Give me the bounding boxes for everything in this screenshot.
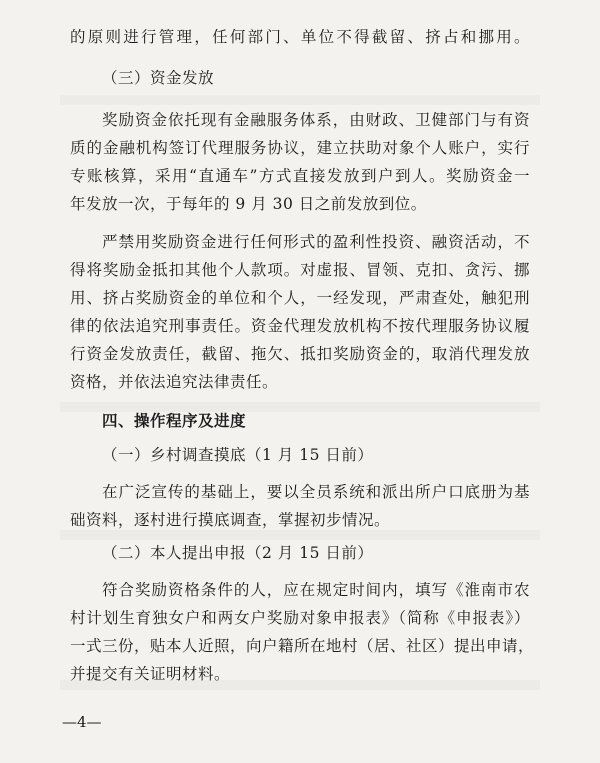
bleed-through-mark [60, 530, 540, 540]
paragraph-line: 础资料，逐村进行摸底调查，掌握初步情况。 [70, 511, 391, 529]
paragraph-line: 年发放一次，于每年的 9 月 30 日之前发放到位。 [70, 195, 427, 213]
page-number: —4— [62, 713, 102, 731]
paragraph-line: 一式三份，贴本人近照，向户籍所在地村（居、社区）提出申请， [70, 637, 535, 655]
paragraph-line: 资格，并依法追究法律责任。 [70, 373, 279, 391]
subsection-heading: （二）本人提出申报（2 月 15 日前） [102, 544, 374, 562]
paragraph-line: 律的依法追究刑事责任。资金代理发放机构不按代理服务协议履 [70, 317, 530, 335]
paragraph-line: 用、挤占奖励资金的单位和个人，一经发现，严肃查处，触犯刑 [70, 289, 530, 307]
paragraph-line: 的原则进行管理，任何部门、单位不得截留、挤占和挪用。 [70, 28, 530, 46]
bleed-through-mark [60, 95, 540, 105]
paragraph-line: 奖励资金依托现有金融服务体系，由财政、卫健部门与有资 [102, 111, 530, 129]
section-heading: 四、操作程序及进度 [102, 411, 247, 430]
paragraph-line: 专账核算，采用“直通车”方式直接发放到户到人。奖励资金一 [70, 167, 530, 185]
paragraph-line: 行资金发放责任，截留、拖欠、抵扣奖励资金的，取消代理发放 [70, 345, 530, 363]
paragraph-line: 在广泛宣传的基础上，要以全员系统和派出所户口底册为基 [102, 483, 530, 501]
paragraph-line: 严禁用奖励资金进行任何形式的盈利性投资、融资活动，不 [102, 233, 530, 251]
subsection-heading: （一）乡村调查摸底（1 月 15 日前） [102, 446, 374, 464]
paragraph-line: 得将奖励金抵扣其他个人款项。对虚报、冒领、克扣、贪污、挪 [70, 261, 530, 279]
section-heading: （三）资金发放 [102, 69, 215, 87]
paragraph-line: 村计划生育独女户和两女户奖励对象申报表》（简称《申报表》） [70, 609, 530, 627]
paragraph-line: 质的金融机构签订代理服务协议，建立扶助对象个人账户，实行 [70, 139, 530, 157]
paragraph-line: 并提交有关证明材料。 [70, 665, 231, 683]
paragraph-line: 符合奖励资格条件的人，应在规定时间内，填写《淮南市农 [102, 581, 530, 599]
